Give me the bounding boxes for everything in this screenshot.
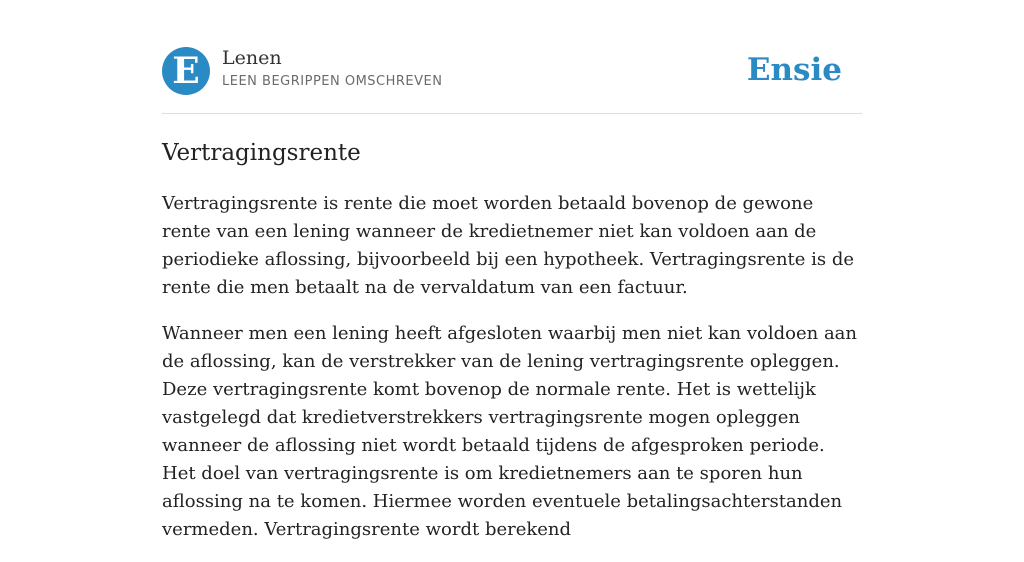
category-title[interactable]: Lenen: [222, 47, 282, 69]
header-divider: [162, 113, 862, 114]
category-tagline: LEEN BEGRIPPEN OMSCHREVEN: [222, 74, 443, 89]
ensie-logo-icon[interactable]: E: [162, 47, 210, 95]
article-paragraph: Vertragingsrente is rente die moet worden betaald bovenop de gewone rente van een lening wanneer de kredietnemer niet kan voldoen aan de periodieke aflossing, bijvoorbeeld bij een hypotheek. Vertragingsrente is de rente die men betaalt na de vervaldatum van een factuur.: [162, 193, 855, 298]
article-body: [162, 190, 862, 562]
article-title: Vertragingsrente: [162, 140, 361, 166]
brand-logo[interactable]: Ensie: [746, 52, 842, 88]
article-paragraph: Wanneer men een lening heeft afgesloten waarbij men niet kan voldoen aan de aflossing, kan de verstrekker van de lening vertragingsrente opleggen. Deze vertragingsrente komt bovenop de normale rente. Het is wettelijk vastgelegd dat kredietverstrekkers vertragingsrente mogen opleggen wanneer de aflossing niet wordt betaald tijdens de afgesproken periode. Het doel van vertragingsrente is om kredietnemers aan te sporen hun aflossing na te komen. Hiermee worden eventuele betalingsachterstanden vermeden. Vertragingsrente wordt berekend: [162, 323, 857, 540]
site-header: [162, 46, 862, 96]
